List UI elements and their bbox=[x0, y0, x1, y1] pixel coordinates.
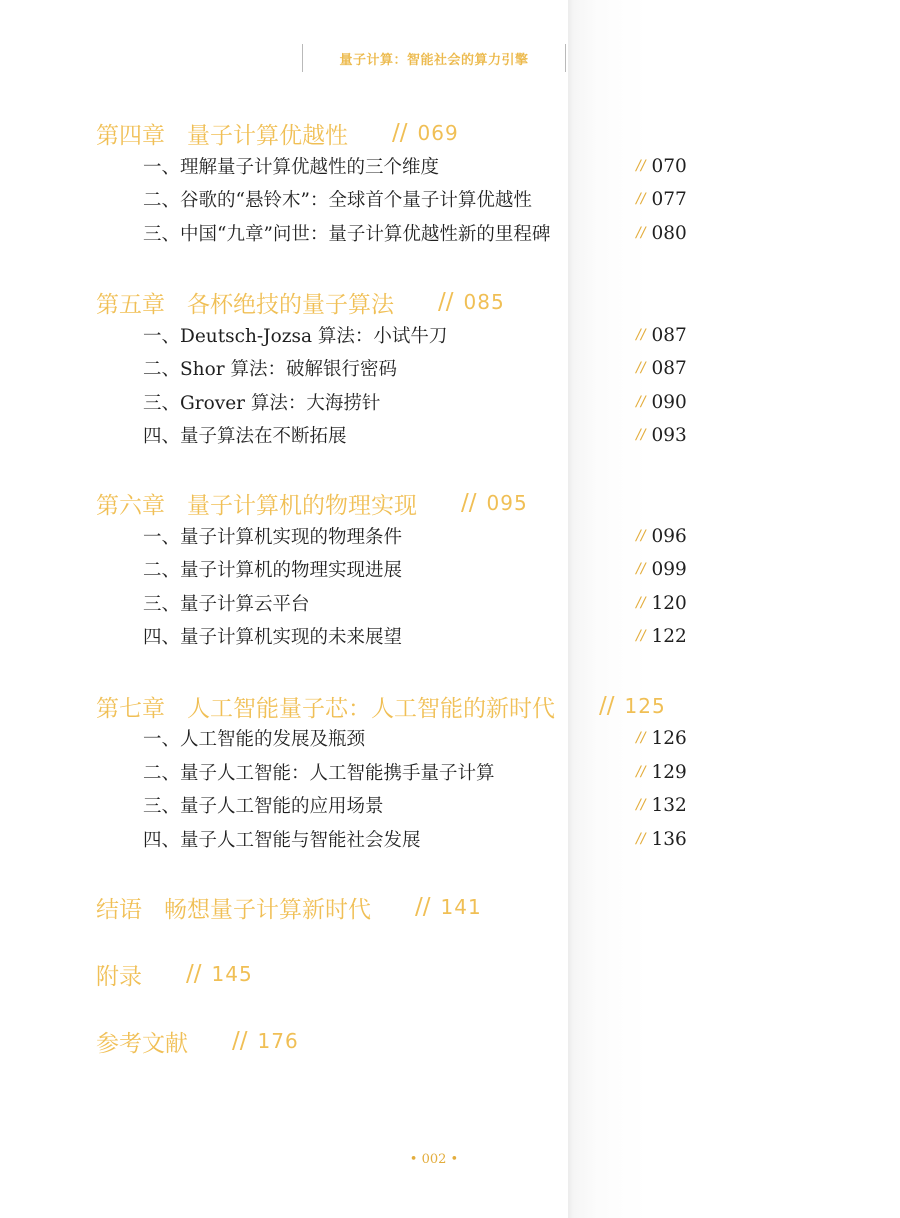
toc-chapter-5[interactable] bbox=[96, 285, 505, 319]
toc-references[interactable] bbox=[96, 1024, 299, 1058]
chapter-title: 量子计算机的物理实现 bbox=[187, 492, 417, 519]
chapter-number: 第七章 bbox=[96, 695, 165, 722]
chapter-page-marker: // bbox=[186, 961, 202, 987]
toc-section[interactable] bbox=[143, 757, 688, 787]
toc-section[interactable] bbox=[143, 320, 688, 350]
section-page: 096 bbox=[651, 525, 687, 547]
toc-section[interactable] bbox=[143, 723, 688, 753]
section-page: 070 bbox=[651, 155, 687, 177]
toc-section[interactable] bbox=[143, 588, 688, 618]
section-title: 一、人工智能的发展及瓶颈 bbox=[143, 729, 366, 750]
running-head: 量子计算：智能社会的算力引擎 bbox=[302, 44, 566, 72]
section-title: 三、Grover 算法：大海捞针 bbox=[143, 393, 381, 414]
chapter-number: 第五章 bbox=[96, 291, 165, 318]
section-title: 一、理解量子计算优越性的三个维度 bbox=[143, 157, 440, 178]
section-title: 二、Shor 算法：破解银行密码 bbox=[143, 359, 397, 380]
chapter-page: 069 bbox=[417, 121, 459, 145]
section-title: 二、量子计算机的物理实现进展 bbox=[143, 560, 403, 581]
page-marker: // bbox=[636, 797, 646, 813]
chapter-number: 第四章 bbox=[96, 122, 165, 149]
toc-section[interactable] bbox=[143, 184, 688, 214]
toc-chapter-6[interactable] bbox=[96, 486, 528, 520]
toc-section[interactable] bbox=[143, 353, 688, 383]
section-page: 087 bbox=[651, 324, 687, 346]
toc-section[interactable] bbox=[143, 218, 688, 248]
page-marker: // bbox=[636, 730, 646, 746]
page-number: • 002 • bbox=[409, 1152, 459, 1167]
page-marker: // bbox=[636, 158, 646, 174]
section-page: 132 bbox=[651, 794, 687, 816]
chapter-title: 人工智能量子芯：人工智能的新时代 bbox=[187, 695, 555, 722]
section-title: 二、量子人工智能：人工智能携手量子计算 bbox=[143, 763, 495, 784]
section-title: 三、量子人工智能的应用场景 bbox=[143, 796, 384, 817]
section-page: 126 bbox=[651, 727, 687, 749]
toc-chapter-7[interactable] bbox=[96, 689, 666, 723]
section-page: 090 bbox=[651, 391, 687, 413]
page-marker: // bbox=[636, 528, 646, 544]
toc-section[interactable] bbox=[143, 387, 688, 417]
chapter-page: 176 bbox=[257, 1029, 299, 1053]
toc-conclusion[interactable] bbox=[96, 890, 482, 924]
page-marker: // bbox=[636, 764, 646, 780]
chapter-page-marker: // bbox=[392, 120, 408, 146]
chapter-page-marker: // bbox=[232, 1028, 248, 1054]
toc-chapter-4[interactable] bbox=[96, 116, 459, 150]
chapter-title: 各杯绝技的量子算法 bbox=[187, 291, 394, 318]
chapter-page: 085 bbox=[463, 290, 505, 314]
page-marker: // bbox=[636, 191, 646, 207]
section-page: 129 bbox=[651, 761, 687, 783]
page-marker: // bbox=[636, 628, 646, 644]
toc-section[interactable] bbox=[143, 521, 688, 551]
chapter-page-marker: // bbox=[415, 894, 431, 920]
section-page: 093 bbox=[651, 424, 687, 446]
chapter-title: 量子计算优越性 bbox=[187, 122, 348, 149]
page-marker: // bbox=[636, 225, 646, 241]
page-marker: // bbox=[636, 561, 646, 577]
section-page: 122 bbox=[651, 625, 687, 647]
toc-section[interactable] bbox=[143, 554, 688, 584]
section-title: 三、中国“九章”问世：量子计算优越性新的里程碑 bbox=[143, 224, 551, 245]
page-marker: // bbox=[636, 427, 646, 443]
section-page: 120 bbox=[651, 592, 687, 614]
section-title: 二、谷歌的“悬铃木”：全球首个量子计算优越性 bbox=[143, 190, 532, 211]
chapter-title: 畅想量子计算新时代 bbox=[164, 896, 371, 923]
chapter-page: 141 bbox=[440, 895, 482, 919]
chapter-number: 结语 bbox=[96, 896, 142, 923]
section-page: 136 bbox=[651, 828, 687, 850]
toc-section[interactable] bbox=[143, 824, 688, 854]
toc-section[interactable] bbox=[143, 621, 688, 651]
toc-section[interactable] bbox=[143, 151, 688, 181]
section-title: 一、量子计算机实现的物理条件 bbox=[143, 527, 403, 548]
page-marker: // bbox=[636, 831, 646, 847]
chapter-page: 095 bbox=[486, 491, 528, 515]
page-marker: // bbox=[636, 595, 646, 611]
chapter-page: 145 bbox=[211, 962, 253, 986]
section-title: 四、量子人工智能与智能社会发展 bbox=[143, 830, 421, 851]
section-title: 四、量子算法在不断拓展 bbox=[143, 426, 347, 447]
section-title: 三、量子计算云平台 bbox=[143, 594, 310, 615]
chapter-title: 附录 bbox=[96, 963, 142, 990]
chapter-page: 125 bbox=[624, 694, 666, 718]
chapter-page-marker: // bbox=[438, 289, 454, 315]
section-page: 080 bbox=[651, 222, 687, 244]
section-page: 087 bbox=[651, 357, 687, 379]
chapter-page-marker: // bbox=[599, 693, 615, 719]
toc-section[interactable] bbox=[143, 420, 688, 450]
section-page: 077 bbox=[651, 188, 687, 210]
chapter-page-marker: // bbox=[461, 490, 477, 516]
section-page: 099 bbox=[651, 558, 687, 580]
page-marker: // bbox=[636, 327, 646, 343]
toc-section[interactable] bbox=[143, 790, 688, 820]
page-marker: // bbox=[636, 360, 646, 376]
toc-appendix[interactable] bbox=[96, 957, 253, 991]
page-marker: // bbox=[636, 394, 646, 410]
section-title: 一、Deutsch-Jozsa 算法：小试牛刀 bbox=[143, 326, 448, 347]
section-title: 四、量子计算机实现的未来展望 bbox=[143, 627, 403, 648]
chapter-number: 第六章 bbox=[96, 492, 165, 519]
chapter-title: 参考文献 bbox=[96, 1030, 188, 1057]
